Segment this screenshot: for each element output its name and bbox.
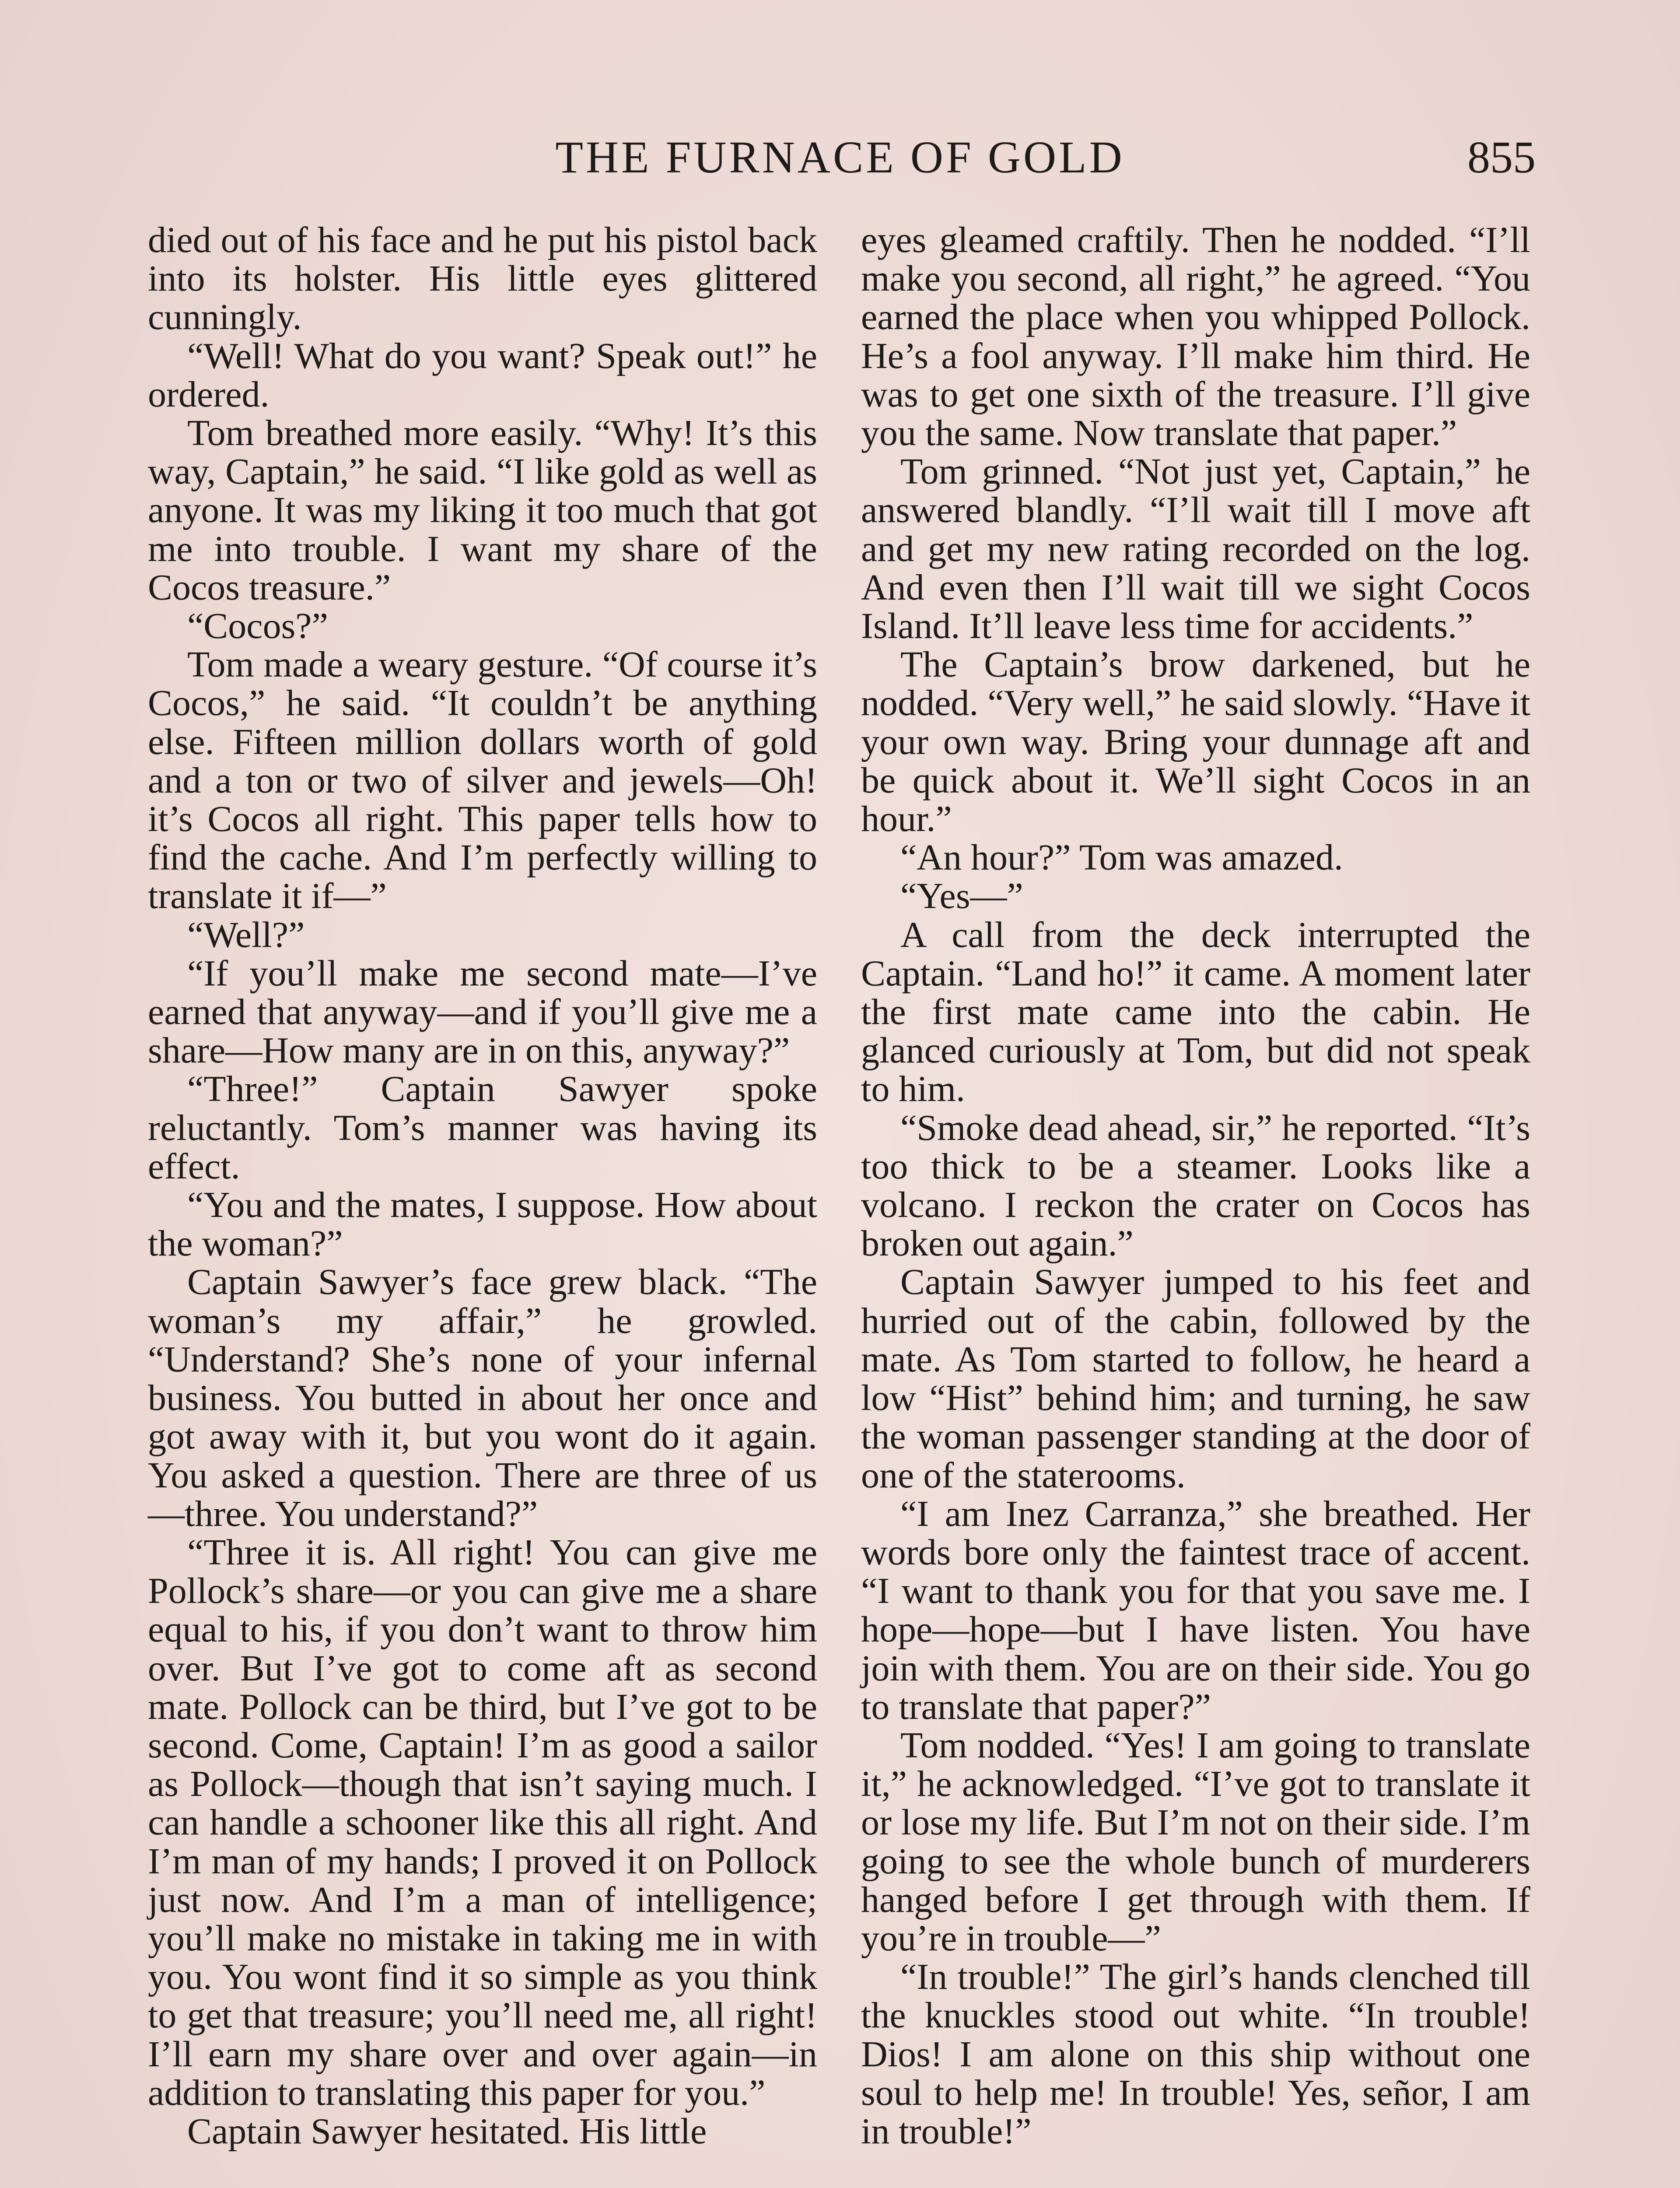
paragraph: “Smoke dead ahead, sir,” he reported. “It’s too thick to be a steamer. Looks like a volcano. I reckon the crater on Cocos has broken out again.” <box>861 1107 1530 1264</box>
paragraph: “In trouble!” The girl’s hands clenched till the knuckles stood out white. “In trouble! Dios! I am alone on this ship without one soul to help me! In trouble! Yes, señor, I am in trouble!” <box>861 1957 1530 2152</box>
left-column <box>148 221 817 2151</box>
paragraph: “You and the mates, I suppose. How about the woman?” <box>148 1185 817 1264</box>
paragraph: “Three!” Captain Sawyer spoke reluctantly. Tom’s manner was having its effect. <box>148 1069 817 1187</box>
paragraph: “Well?” <box>187 914 305 955</box>
running-head <box>144 127 1536 188</box>
paragraph: Captain Sawyer hesitated. His little <box>187 2111 707 2152</box>
paragraph: Tom grinned. “Not just yet, Captain,” he answered blandly. “I’ll wait till I move aft and get my new rating recorded on the log. And even then I’ll wait till we sight Cocos Island. It’ll leave less time for accidents.” <box>861 451 1530 647</box>
paragraph: “I am Inez Carranza,” she breathed. Her words bore only the faintest trace of accent. “I want to thank you for that you save me. I hope—hope—but I have listen. You have join with them. You are on their side. You go to translate that paper?” <box>861 1493 1530 1727</box>
paragraph: Tom made a weary gesture. “Of course it’s Cocos,” he said. “It couldn’t be anything else. Fifteen million dollars worth of gold and a ton or two of silver and jewels—Oh! it’s Cocos all right. This paper tells how to find the cache. And I’m perfectly willing to translate it if—” <box>148 644 817 917</box>
paragraph: died out of his face and he put his pistol back into its holster. His little eyes glittered cunningly. <box>148 220 817 338</box>
paragraph: The Captain’s brow darkened, but he nodded. “Very well,” he said slowly. “Have it your own way. Bring your dunnage aft and be quick about it. We’ll sight Cocos in an hour.” <box>861 644 1530 840</box>
paragraph: “If you’ll make me second mate—I’ve earned that anyway—and if you’ll give me a share—How many are in on this, anyway?” <box>148 953 817 1071</box>
page-number: 855 <box>1467 132 1536 182</box>
paragraph: “Three it is. All right! You can give me Pollock’s share—or you can give me a share equal to his, if you don’t want to throw him over. But I’ve got to come aft as second mate. Pollock can be third, but I’ve got to be second. Come, Captain! I’m as good a sailor as Pollock—though that isn’t saying much. I can handle a schooner like this all right. And I’m man of my hands; I proved it on Pollock just now. And I’m a man of intelligence; you’ll make no mistake in taking me in with you. You wont find it so simple as you think to get that treasure; you’ll need me, all right! I’ll earn my share over and over again—in addition to translating this paper for you.” <box>148 1532 817 2113</box>
paragraph: Tom nodded. “Yes! I am going to translate it,” he acknowledged. “I’ve got to translate it or lose my life. But I’m not on their side. I’m going to see the whole bunch of murderers hanged before I get through with them. If you’re in trouble—” <box>861 1725 1530 1959</box>
paragraph: Captain Sawyer jumped to his feet and hurried out of the cabin, followed by the mate. As Tom started to follow, he heard a low “Hist” behind him; and turning, he saw the woman passenger standing at the door of one of the staterooms. <box>861 1262 1530 1496</box>
paragraph: “An hour?” Tom was amazed. <box>900 837 1343 878</box>
paragraph: “Well! What do you want? Speak out!” he ordered. <box>148 335 817 415</box>
paragraph: A call from the deck interrupted the Captain. “Land ho!” it came. A moment later the first mate came into the cabin. He glanced curiously at Tom, but did not speak to him. <box>861 914 1530 1110</box>
page-title: THE FURNACE OF GOLD <box>555 132 1125 182</box>
paragraph: Captain Sawyer’s face grew black. “The woman’s my affair,” he growled. “Understand? She’s none of your infernal business. You butted in about her once and got away with it, but you wont do it again. You asked a question. There are three of us—three. You understand?” <box>148 1262 817 1534</box>
paragraph: Tom breathed more easily. “Why! It’s this way, Captain,” he said. “I like gold as well as anyone. It was my liking it too much that got me into trouble. I want my share of the Cocos treasure.” <box>148 413 817 608</box>
right-column <box>861 221 1530 2151</box>
paragraph: eyes gleamed craftily. Then he nodded. “I’ll make you second, all right,” he agreed. “You earned the place when you whipped Pollock. He’s a fool anyway. I’ll make him third. He was to get one sixth of the treasure. I’ll give you the same. Now translate that paper.” <box>861 220 1530 454</box>
paragraph: “Yes—” <box>900 876 1023 917</box>
paragraph: “Cocos?” <box>187 606 328 647</box>
